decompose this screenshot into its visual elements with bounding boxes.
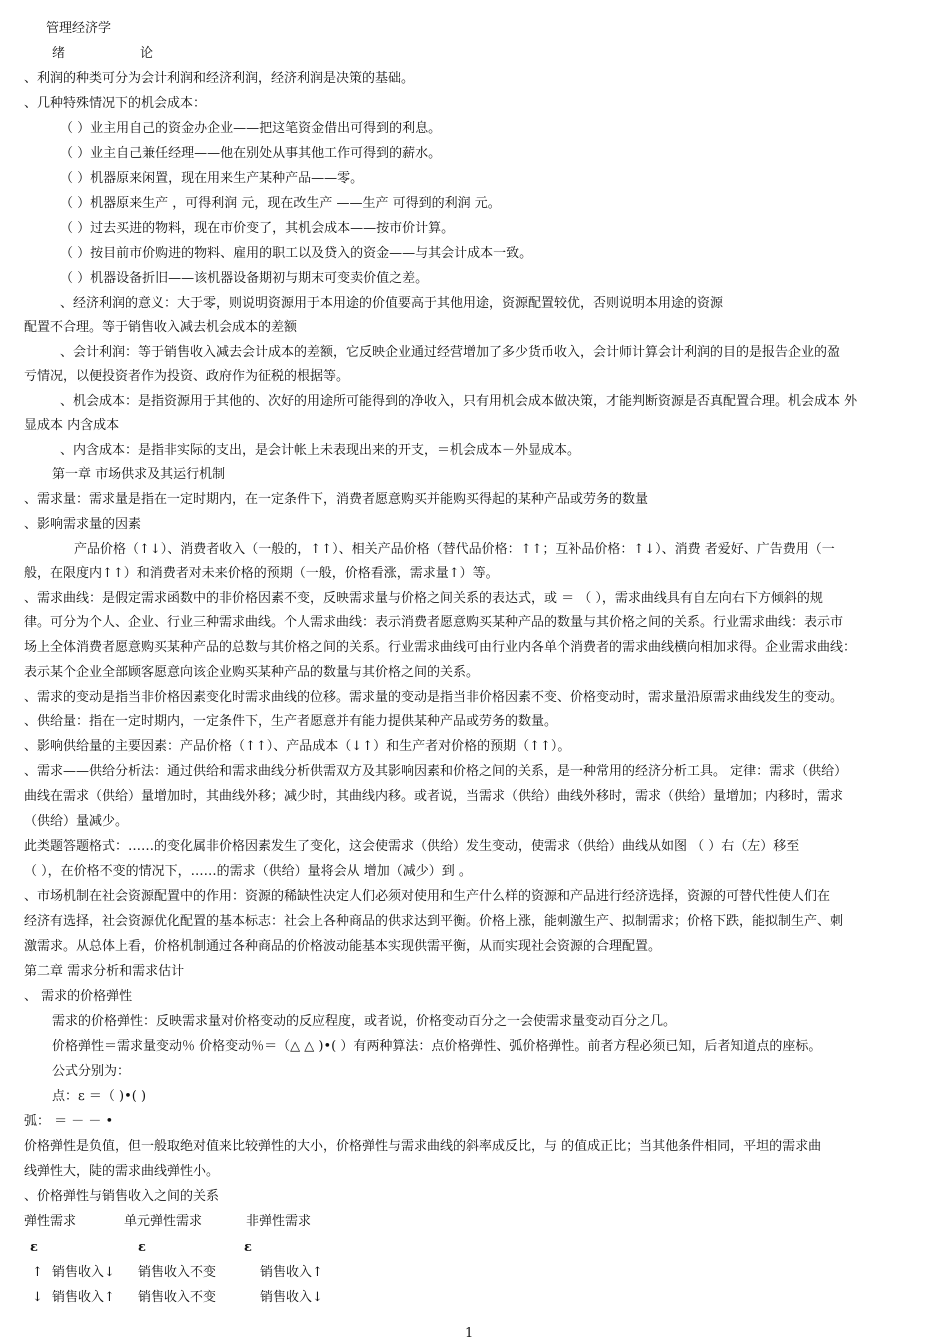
formula-line: 价格弹性＝需求量变动％ 价格变动％＝（△ △ )•( ）有两种算法：点价格弹性、弧价格弹性。前者方程必须已知，后者知道点的座标。 bbox=[52, 1039, 822, 1054]
table-cell: 销售收入↑ bbox=[52, 1290, 115, 1305]
text-line: （ ）过去买进的物料，现在市价变了，其机会成本——按市价计算。 bbox=[60, 221, 455, 236]
text-line: 、需求量：需求量是指在一定时期内，在一定条件下，消费者愿意购买并能购买得起的某种产品或劳务的数量 bbox=[24, 492, 649, 507]
intro-heading-b: 论 bbox=[140, 46, 154, 61]
text-line: （供给）量减少。 bbox=[24, 814, 129, 829]
intro-heading-a: 绪 bbox=[52, 46, 66, 61]
text-line: 产品价格（↑↓）、消费者收入（一般的，↑↑）、相关产品价格（替代品价格：↑↑；互补品价格：↑↓）、消费 者爱好、广告费用（一 bbox=[74, 542, 835, 557]
page-number: 1 bbox=[465, 1326, 474, 1341]
chapter-heading: 第二章 需求分析和需求估计 bbox=[24, 964, 185, 979]
text-line: 此类题答题格式：……的变化属非价格因素发生了变化，这会使需求（供给）发生变动，使需求（供给）曲线从如图 （ ）右（左）移至 bbox=[24, 839, 800, 854]
table-cell: ε bbox=[30, 1240, 38, 1255]
text-line: 需求的价格弹性：反映需求量对价格变动的反应程度，或者说，价格变动百分之一会使需求量变动百分之几。 bbox=[52, 1014, 677, 1029]
text-line: （ ）机器设备折旧——该机器设备期初与期末可变卖价值之差。 bbox=[60, 271, 429, 286]
section-heading: 、价格弹性与销售收入之间的关系 bbox=[24, 1189, 220, 1204]
text-line: 曲线在需求（供给）量增加时，其曲线外移；减少时，其曲线内移。或者说，当需求（供给）曲线外移时，需求（供给）量增加；内移时，需求 bbox=[24, 789, 844, 804]
text-line: （ ）按目前市价购进的物料、雇用的职工以及贷入的资金——与其会计成本一致。 bbox=[60, 246, 533, 261]
text-line: 经济有选择，社会资源优化配置的基本标志：社会上各种商品的供求达到平衡。价格上涨，能刺激生产、拟制需求；价格下跌，能拟制生产、刺 bbox=[24, 914, 844, 929]
table-header-cell: 非弹性需求 bbox=[246, 1214, 312, 1229]
doc-title: 管理经济学 bbox=[46, 21, 112, 36]
text-line: （ ）机器原来闲置，现在用来生产某种产品——零。 bbox=[60, 171, 364, 186]
formula-point: 点：ε ＝（ )•( ) bbox=[52, 1089, 147, 1104]
table-header-cell: 单元弹性需求 bbox=[124, 1214, 203, 1229]
text-line: 、影响供给量的主要因素：产品价格（↑↑）、产品成本（↓↑）和生产者对价格的预期（↑↑）。 bbox=[24, 739, 571, 754]
text-line: （ ）业主自己兼任经理——他在别处从事其他工作可得到的薪水。 bbox=[60, 146, 442, 161]
intro-heading bbox=[24, 42, 929, 66]
table-cell: 销售收入不变 bbox=[138, 1265, 217, 1280]
table-cell: ε bbox=[244, 1240, 252, 1255]
text-line: 、机会成本：是指资源用于其他的、次好的用途所可能得到的净收入，只有用机会成本做决策，才能判断资源是否真配置合理。机会成本 外 bbox=[60, 394, 858, 409]
text-line: 、需求曲线：是假定需求函数中的非价格因素不变，反映需求量与价格之间关系的表达式，或 ＝ （ ），需求曲线具有自左向右下方倾斜的规 bbox=[24, 591, 823, 606]
text-line: 公式分别为： bbox=[52, 1064, 131, 1079]
table-cell: 销售收入↑ bbox=[260, 1265, 323, 1280]
elasticity-table-eps-row bbox=[24, 1236, 929, 1260]
text-line: 、需求的变动是指当非价格因素变化时需求曲线的位移。需求量的变动是指当非价格因素不变、价格变动时，需求量沿原需求曲线发生的变动。 bbox=[24, 690, 844, 705]
text-line: （ ）业主用自己的资金办企业——把这笔资金借出可得到的利息。 bbox=[60, 121, 442, 136]
text-line: 律。可分为个人、企业、行业三种需求曲线。个人需求曲线：表示消费者愿意购买某种产品的数量与其价格之间的关系。行业需求曲线：表示市 bbox=[24, 615, 844, 630]
text-line: 、经济利润的意义：大于零，则说明资源用于本用途的价值要高于其他用途，资源配置较优，否则说明本用途的资源 bbox=[60, 296, 724, 311]
text-line: 显成本 内含成本 bbox=[24, 418, 120, 433]
text-line: 、供给量：指在一定时期内，一定条件下，生产者愿意并有能力提供某种产品或劳务的数量。 bbox=[24, 714, 558, 729]
text-line: 、影响需求量的因素 bbox=[24, 517, 142, 532]
elasticity-table-row bbox=[24, 1286, 929, 1310]
text-line: 、几种特殊情况下的机会成本： bbox=[24, 96, 207, 111]
text-line: 、需求——供给分析法：通过供给和需求曲线分析供需双方及其影响因素和价格之间的关系，是一种常用的经济分析工具。 定律：需求（供给） bbox=[24, 764, 848, 779]
section-heading: 、 需求的价格弹性 bbox=[24, 989, 133, 1004]
text-line: 配置不合理。等于销售收入减去机会成本的差额 bbox=[24, 320, 298, 335]
elasticity-table-row bbox=[24, 1261, 929, 1285]
text-line: 、会计利润：等于销售收入减去会计成本的差额，它反映企业通过经营增加了多少货币收入，会计师计算会计利润的目的是报告企业的盈 bbox=[60, 345, 841, 360]
text-line: 表示某个企业全部顾客愿意向该企业购买某种产品的数量与其价格之间的关系。 bbox=[24, 665, 480, 680]
table-cell: 销售收入不变 bbox=[138, 1290, 217, 1305]
chapter-heading: 第一章 市场供求及其运行机制 bbox=[52, 467, 226, 482]
table-cell: ↓ bbox=[32, 1290, 43, 1305]
formula-arc: 弧： ＝ － － • bbox=[24, 1114, 114, 1129]
text-line: （ ），在价格不变的情况下，……的需求（供给）量将会从 增加（减少）到 。 bbox=[24, 864, 472, 879]
table-cell: ε bbox=[138, 1240, 146, 1255]
table-cell: 销售收入↓ bbox=[52, 1265, 115, 1280]
text-line: 、市场机制在社会资源配置中的作用：资源的稀缺性决定人们必须对使用和生产什么样的资源和产品进行经济选择，资源的可替代性使人们在 bbox=[24, 889, 831, 904]
text-line: 线弹性大，陡的需求曲线弹性小。 bbox=[24, 1164, 220, 1179]
text-line: 亏情况，以便投资者作为投资、政府作为征税的根据等。 bbox=[24, 369, 350, 384]
text-line: 般，在限度内↑↑）和消费者对未来价格的预期（一般，价格看涨，需求量↑）等。 bbox=[24, 566, 499, 581]
text-line: 激需求。从总体上看，价格机制通过各种商品的价格波动能基本实现供需平衡，从而实现社会资源的合理配置。 bbox=[24, 939, 662, 954]
table-cell: 销售收入↓ bbox=[260, 1290, 323, 1305]
text-line: 、利润的种类可分为会计利润和经济利润，经济利润是决策的基础。 bbox=[24, 71, 415, 86]
table-cell: ↑ bbox=[32, 1265, 43, 1280]
text-line: 、内含成本：是指非实际的支出，是会计帐上未表现出来的开支，＝机会成本－外显成本。 bbox=[60, 443, 581, 458]
text-line: 场上全体消费者愿意购买某种产品的总数与其价格之间的关系。行业需求曲线可由行业内各单个消费者的需求曲线横向相加求得。企业需求曲线： bbox=[24, 640, 857, 655]
text-line: 价格弹性是负值，但一般取绝对值来比较弹性的大小，价格弹性与需求曲线的斜率成反比，与 的值成正比；当其他条件相同，平坦的需求曲 bbox=[24, 1139, 822, 1154]
elasticity-table-header bbox=[24, 1210, 929, 1234]
text-line: （ ）机器原来生产 ，可得利润 元，现在改生产 ——生产 可得到的利润 元。 bbox=[60, 196, 501, 211]
table-header-cell: 弹性需求 bbox=[24, 1214, 77, 1229]
